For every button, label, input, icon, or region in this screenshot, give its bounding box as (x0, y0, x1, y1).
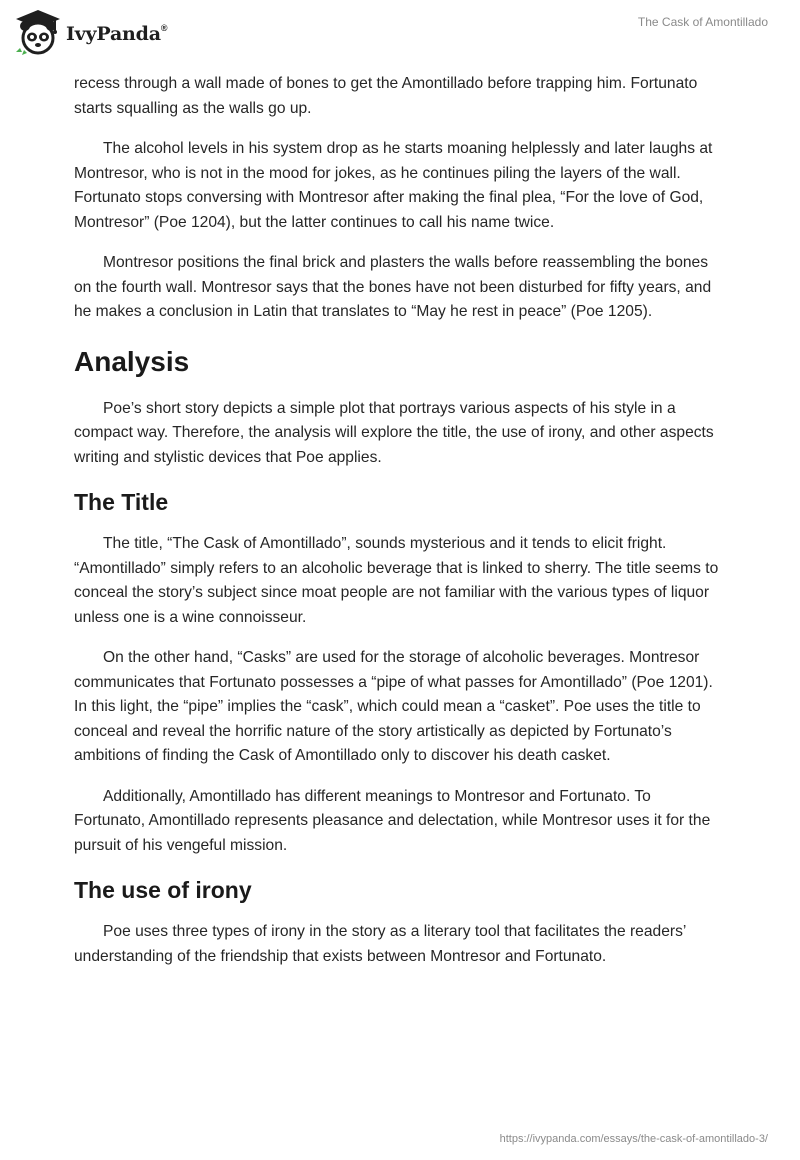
section-heading-the-title: The Title (74, 489, 169, 515)
ivypanda-logo[interactable] (14, 8, 167, 56)
document-title: The Cask of Amontillado (637, 15, 768, 29)
source-url[interactable]: https://ivypanda.com/essays/the-cask-of-amontillado-3/ (499, 1133, 768, 1145)
section-heading-irony: The use of irony (74, 877, 252, 903)
paragraph: recess through a wall made of bones to get the Amontillado before trapping him. Fortunato starts squalling as the walls go up. (74, 75, 698, 117)
section-heading-analysis: Analysis (74, 345, 190, 377)
paragraph: Additionally, Amontillado has different meanings to Montresor and Fortunato. To Fortunato, Amontillado represents pleasance and delectation, while Montresor uses it for the pursuit of his vengeful mission. (74, 787, 711, 854)
paragraph: Poe uses three types of irony in the story as a literary tool that facilitates the readers’ understanding of the friendship that exists between Montresor and Fortunato. (74, 923, 686, 965)
paragraph: Montresor positions the final brick and plasters the walls before reassembling the bones on the fourth wall. Montresor says that the bones have not been disturbed for fifty years, and he makes a conclusion in Latin that translates to “May he rest in peace” (Poe 1205). (74, 254, 712, 320)
brand-name: IvyPanda® (66, 23, 168, 45)
essay-content (74, 72, 726, 985)
paragraph: The alcohol levels in his system drop as he starts moaning helplessly and later laughs at Montresor, who is not in the mood for jokes, as he continues piling the layers of the wall. Fortunato stops conversing with Montresor after making the final plea, “For the love of God, Montresor” (Poe 1204), but the latter continues to call his name twice. (74, 140, 713, 231)
paragraph: Poe’s short story depicts a simple plot that portrays various aspects of his style in a compact way. Therefore, the analysis will explore the title, the use of irony, and other aspects writing and stylistic devices that Poe applies. (74, 399, 714, 466)
paragraph: The title, “The Cask of Amontillado”, sounds mysterious and it tends to elicit fright. “Amontillado” simply refers to an alcoholic beverage that is linked to sherry. The title seems to conceal the story’s subject since moat people are not familiar with the various types of liquor unless one is a wine connoisseur. (74, 535, 719, 626)
panda-graduate-icon (14, 8, 62, 56)
paragraph: On the other hand, “Casks” are used for the storage of alcoholic beverages. Montresor communicates that Fortunato possesses a “pipe of what passes for Amontillado” (Poe 1201). In this light, the “pipe” implies the “cask”, which could mean a “casket”. Poe uses the title to conceal and reveal the horrific nature of the story artistically as depicted by Fortunato’s ambitions of finding the Cask of Amontillado only to discover his death casket. (74, 649, 713, 764)
page-header (0, 0, 800, 70)
